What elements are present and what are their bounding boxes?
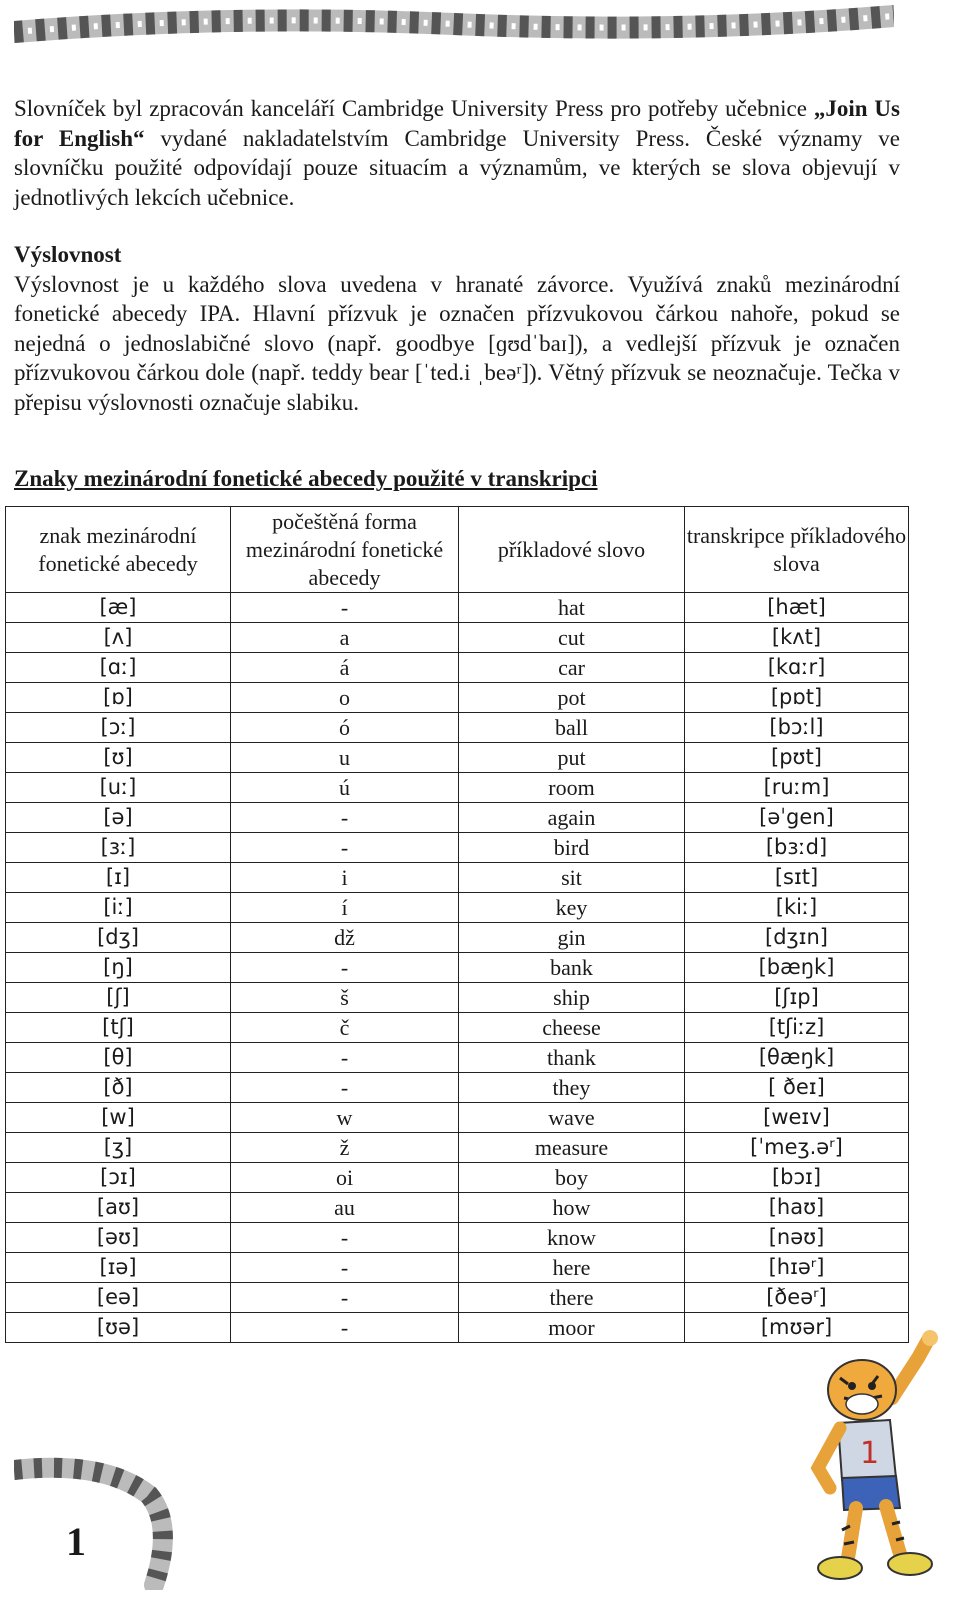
cell-transcription: [θæŋk] (685, 1043, 909, 1073)
cell-czech-form: o (231, 683, 459, 713)
table-row (6, 1103, 909, 1133)
cell-example-word: moor (459, 1313, 685, 1343)
cell-ipa-symbol: [aʊ] (6, 1193, 231, 1223)
intro-text-before: Slovníček byl zpracován kanceláří Cambridge University Press pro potřeby učebnice (14, 96, 814, 121)
column-header-czech-form: počeštěná forma mezinárodní fonetické abecedy (231, 507, 459, 593)
svg-text:1: 1 (860, 1436, 880, 1471)
cell-transcription: [nəʊ] (685, 1223, 909, 1253)
intro-paragraph (14, 94, 900, 212)
cell-ipa-symbol: [dʒ] (6, 923, 231, 953)
cell-czech-form: - (231, 1073, 459, 1103)
table-row (6, 683, 909, 713)
cell-example-word: bird (459, 833, 685, 863)
cell-transcription: [bæŋk] (685, 953, 909, 983)
cell-example-word: ship (459, 983, 685, 1013)
intro-text-after: vydané nakladatelstvím Cambridge University Press. České významy ve slovníčku použité odpovídají pouze situacím a významům, ve kterých se slova objevují v jednotlivých lekcích učebnice. (14, 125, 901, 210)
cell-ipa-symbol: [ʒ] (6, 1133, 231, 1163)
cell-transcription: [mʊər] (685, 1313, 909, 1343)
cell-czech-form: ó (231, 713, 459, 743)
cell-ipa-symbol: [tʃ] (6, 1013, 231, 1043)
cell-ipa-symbol: [ʌ] (6, 623, 231, 653)
column-header-ipa-symbol: znak mezinárodní fonetické abecedy (6, 507, 231, 593)
cell-ipa-symbol: [ð] (6, 1073, 231, 1103)
cell-ipa-symbol: [ʃ] (6, 983, 231, 1013)
cell-ipa-symbol: [ʊə] (6, 1313, 231, 1343)
cell-example-word: room (459, 773, 685, 803)
table-row (6, 653, 909, 683)
rope-decoration-top (14, 2, 894, 62)
cell-example-word: bank (459, 953, 685, 983)
cell-czech-form: - (231, 1313, 459, 1343)
table-row (6, 773, 909, 803)
cell-transcription: [bɔɪ] (685, 1163, 909, 1193)
cell-transcription: [ʃɪp] (685, 983, 909, 1013)
table-row (6, 983, 909, 1013)
cell-ipa-symbol: [w] (6, 1103, 231, 1133)
cell-czech-form: - (231, 953, 459, 983)
table-header-row (6, 507, 909, 593)
cell-example-word: put (459, 743, 685, 773)
cell-example-word: hat (459, 593, 685, 623)
tiger-mascot-icon (800, 1328, 950, 1596)
column-header-example-word: příkladové slovo (459, 507, 685, 593)
cell-transcription: [hɪəʳ] (685, 1253, 909, 1283)
cell-ipa-symbol: [iː] (6, 893, 231, 923)
cell-example-word: thank (459, 1043, 685, 1073)
table-row (6, 863, 909, 893)
table-row (6, 743, 909, 773)
cell-ipa-symbol: [ɜː] (6, 833, 231, 863)
cell-czech-form: - (231, 833, 459, 863)
cell-ipa-symbol: [ɪ] (6, 863, 231, 893)
cell-transcription: [kɑːr] (685, 653, 909, 683)
table-body (6, 593, 909, 1343)
table-row (6, 923, 909, 953)
cell-transcription: [ðeəʳ] (685, 1283, 909, 1313)
cell-czech-form: - (231, 1223, 459, 1253)
cell-transcription: [ˈmeʒ.əʳ] (685, 1133, 909, 1163)
cell-czech-form: au (231, 1193, 459, 1223)
cell-example-word: ball (459, 713, 685, 743)
table-row (6, 1043, 909, 1073)
cell-czech-form: w (231, 1103, 459, 1133)
cell-ipa-symbol: [əʊ] (6, 1223, 231, 1253)
cell-ipa-symbol: [uː] (6, 773, 231, 803)
table-row (6, 1223, 909, 1253)
cell-ipa-symbol: [ɑː] (6, 653, 231, 683)
cell-czech-form: i (231, 863, 459, 893)
cell-czech-form: - (231, 803, 459, 833)
cell-ipa-symbol: [ɪə] (6, 1253, 231, 1283)
rope-icon (14, 1450, 184, 1590)
table-row (6, 1313, 909, 1343)
table-row (6, 713, 909, 743)
cell-ipa-symbol: [ʊ] (6, 743, 231, 773)
cell-example-word: key (459, 893, 685, 923)
cell-transcription: [kʌt] (685, 623, 909, 653)
table-row (6, 1013, 909, 1043)
table-row (6, 1253, 909, 1283)
cell-example-word: gin (459, 923, 685, 953)
cell-example-word: cheese (459, 1013, 685, 1043)
cell-transcription: [weɪv] (685, 1103, 909, 1133)
cell-ipa-symbol: [ɔɪ] (6, 1163, 231, 1193)
cell-transcription: [əˈgen] (685, 803, 909, 833)
page-number: 1 (66, 1519, 86, 1564)
cell-czech-form: - (231, 593, 459, 623)
cell-ipa-symbol: [θ] (6, 1043, 231, 1073)
table-row (6, 1133, 909, 1163)
cell-transcription: [sɪt] (685, 863, 909, 893)
cell-ipa-symbol: [eə] (6, 1283, 231, 1313)
cell-czech-form: ú (231, 773, 459, 803)
ipa-table (5, 506, 909, 1343)
cell-ipa-symbol: [ə] (6, 803, 231, 833)
table-row (6, 803, 909, 833)
cell-czech-form: dž (231, 923, 459, 953)
book-title: „Join Us for English“ (14, 96, 900, 151)
cell-czech-form: á (231, 653, 459, 683)
cell-transcription: [pɒt] (685, 683, 909, 713)
table-row (6, 833, 909, 863)
cell-example-word: cut (459, 623, 685, 653)
cell-transcription: [bɜːd] (685, 833, 909, 863)
cell-czech-form: oi (231, 1163, 459, 1193)
table-row (6, 1073, 909, 1103)
cell-czech-form: - (231, 1043, 459, 1073)
cell-example-word: pot (459, 683, 685, 713)
cell-example-word: measure (459, 1133, 685, 1163)
cell-czech-form: u (231, 743, 459, 773)
cell-example-word: here (459, 1253, 685, 1283)
cell-example-word: wave (459, 1103, 685, 1133)
table-row (6, 1283, 909, 1313)
cell-transcription: [tʃiːz] (685, 1013, 909, 1043)
cell-example-word: car (459, 653, 685, 683)
cell-transcription: [pʊt] (685, 743, 909, 773)
cell-transcription: [ ðeɪ] (685, 1073, 909, 1103)
table-row (6, 1163, 909, 1193)
cell-example-word: boy (459, 1163, 685, 1193)
table-row (6, 893, 909, 923)
cell-czech-form: a (231, 623, 459, 653)
cell-transcription: [haʊ] (685, 1193, 909, 1223)
pronunciation-text: Výslovnost je u každého slova uvedena v hranaté závorce. Využívá znaků mezinárodní fonetické abecedy IPA. Hlavní přízvuk je označen přízvukovou čárkou nahoře, pokud se nejedná o jednoslabičné slovo (např. goodbye [ɡʊdˈbaɪ]), a vedlejší přízvuk je označen přízvukovou čárkou dole (např. teddy bear [ˈted.i ˌbeəʳ]). Větný přízvuk se neoznačuje. Tečka v přepisu výslovnosti označuje slabiku. (14, 271, 900, 415)
cell-example-word: know (459, 1223, 685, 1253)
cell-example-word: sit (459, 863, 685, 893)
table-row (6, 623, 909, 653)
pronunciation-section (14, 240, 900, 417)
cell-czech-form: č (231, 1013, 459, 1043)
cell-transcription: [ruːm] (685, 773, 909, 803)
table-row (6, 593, 909, 623)
table-title: Znaky mezinárodní fonetické abecedy použité v transkripci (14, 466, 598, 491)
cell-transcription: [kiː] (685, 893, 909, 923)
cell-example-word: again (459, 803, 685, 833)
table-row (6, 953, 909, 983)
cell-example-word: how (459, 1193, 685, 1223)
cell-czech-form: ž (231, 1133, 459, 1163)
column-header-transcription: transkripce příkladového slova (685, 507, 909, 593)
cell-ipa-symbol: [æ] (6, 593, 231, 623)
cell-czech-form: - (231, 1283, 459, 1313)
cell-transcription: [bɔːl] (685, 713, 909, 743)
cell-example-word: they (459, 1073, 685, 1103)
cell-ipa-symbol: [ɔː] (6, 713, 231, 743)
pronunciation-heading: Výslovnost (14, 242, 122, 267)
table-row (6, 1193, 909, 1223)
cell-example-word: there (459, 1283, 685, 1313)
cell-ipa-symbol: [ɒ] (6, 683, 231, 713)
cell-czech-form: í (231, 893, 459, 923)
cell-transcription: [hæt] (685, 593, 909, 623)
cell-czech-form: - (231, 1253, 459, 1283)
cell-transcription: [dʒɪn] (685, 923, 909, 953)
cell-ipa-symbol: [ŋ] (6, 953, 231, 983)
cell-czech-form: š (231, 983, 459, 1013)
